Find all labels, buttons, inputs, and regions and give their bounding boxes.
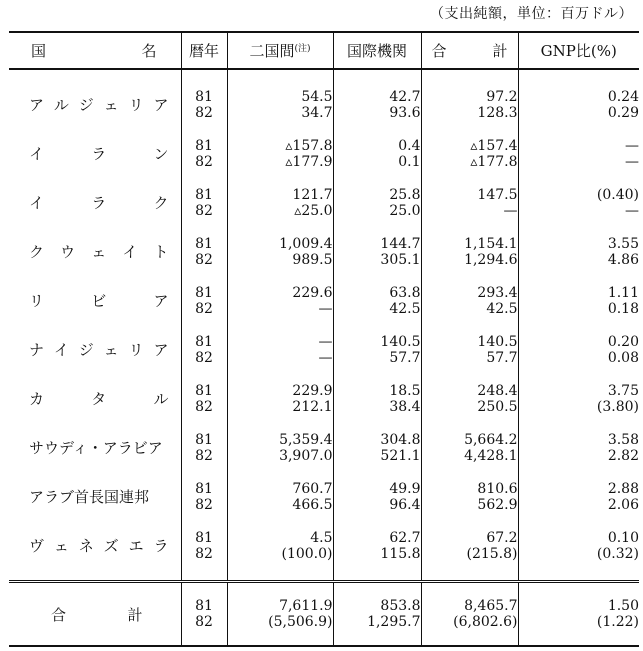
year-cell-value: 81 [195,137,213,154]
bilateral-cell [227,521,333,570]
country-name-char: ェ [53,537,69,555]
gnp-cell-value: 0.20 [607,333,639,350]
total-cell-value: 248.4 [477,382,518,399]
international-cell-value: 140.5 [380,333,421,350]
total-cell-value: (215.8) [466,545,518,562]
year-cell [181,325,227,374]
country-name-char: ネ [78,537,94,555]
year-cell-value: 81 [195,284,213,301]
bilateral-cell-value: 760.7 [292,480,333,497]
bilateral-cell-value: — [318,333,333,350]
country-name-char: リ [29,292,45,310]
gnp-cell-value: 1.11 [607,284,639,301]
country-name-char: ト [153,243,169,261]
country-name-char: イ [29,194,45,212]
gnp-cell [518,80,639,129]
total-cell-value: 67.2 [486,529,518,546]
gnp-cell-value: 1.50 [607,598,639,614]
year-cell [181,374,227,423]
country-name-char: ラ [91,145,107,163]
country-header-char: 名 [141,42,157,60]
table-row [9,472,639,521]
total-cell-value: (6,802.6) [453,614,518,630]
international-cell-value: 305.1 [380,251,421,268]
total-cell-value: 140.5 [477,333,518,350]
country-name-char: ビ [91,292,107,310]
international-cell-value: 521.1 [380,447,421,464]
bilateral-header [227,32,333,69]
gnp-cell-value: 3.75 [607,382,639,399]
year-cell-value: 81 [195,598,213,614]
gnp-cell-value: 4.86 [607,251,639,268]
international-cell-value: 93.6 [389,104,421,121]
country-name [9,374,181,423]
total-cell [421,276,518,325]
gnp-cell-value: 0.18 [607,300,639,317]
year-cell [181,178,227,227]
year-cell [181,80,227,129]
country-name-char: ェ [103,96,119,114]
country-name [9,521,181,570]
international-cell-value: 25.0 [389,202,421,219]
country-header [9,32,181,69]
year-cell-value: 82 [195,614,213,630]
international-cell-value: 49.9 [389,480,421,497]
country-name-char: ル [53,96,69,114]
year-cell [181,582,227,647]
gnp-cell-value: 3.55 [607,235,639,252]
bilateral-cell-value: 54.5 [301,88,333,105]
bilateral-cell-value: 3,907.0 [279,447,333,464]
table-row [9,521,639,570]
country-name-char: ウ [60,243,76,261]
year-cell-value: 81 [195,529,213,546]
year-cell-value: 82 [195,349,213,366]
country-name-char: ア [153,96,169,114]
gnp-cell-value: 2.06 [607,496,639,513]
year-cell-value: 81 [195,480,213,497]
international-cell [333,325,421,374]
gnp-cell-value: 0.29 [607,104,639,121]
international-cell [333,178,421,227]
total-cell-value: — [503,202,518,219]
table-row [9,80,639,129]
bilateral-cell-value: 1,009.4 [279,235,333,252]
year-cell [181,129,227,178]
year-cell-value: 82 [195,202,213,219]
international-cell-value: 853.8 [380,598,421,614]
total-cell [421,582,518,647]
gnp-header: GNP比(%) [518,32,639,69]
gnp-cell-value: (0.32) [596,545,639,562]
total-cell [421,374,518,423]
country-name-char: ン [153,145,169,163]
table-row [9,325,639,374]
year-header: 暦年 [181,32,227,69]
country-name-char: サウディ・アラビア [29,439,163,457]
gnp-cell [518,582,639,647]
gnp-cell-value: — [625,202,639,219]
bilateral-cell [227,276,333,325]
total-row [9,582,639,647]
total-cell-value: 1,154.1 [464,235,518,252]
total-header-char: 計 [492,42,508,60]
bilateral-cell-value: 4.5 [310,529,333,546]
gnp-cell-value: (3.80) [596,398,639,415]
international-cell [333,472,421,521]
gnp-cell [518,178,639,227]
international-cell-value: 115.8 [380,545,421,562]
bilateral-cell-value: (100.0) [281,545,333,562]
gnp-cell [518,129,639,178]
year-cell-value: 81 [195,186,213,203]
total-row-label-char: 合 [51,605,67,624]
international-cell-value: 63.8 [389,284,421,301]
bilateral-cell [227,325,333,374]
country-name [9,227,181,276]
table-row [9,276,639,325]
total-cell [421,227,518,276]
total-cell-value: 4,428.1 [464,447,518,464]
international-cell-value: 25.8 [389,186,421,203]
total-cell-value: 97.2 [486,88,518,105]
international-cell-value: 42.7 [389,88,421,105]
country-name-char: ェ [91,243,107,261]
country-name [9,472,181,521]
country-name-char: ル [153,390,169,408]
international-header: 国際機関 [333,32,421,69]
bilateral-cell-value: 5,359.4 [279,431,333,448]
gnp-cell-value: (1.22) [596,614,639,630]
international-cell-value: 304.8 [380,431,421,448]
country-name-char: イ [53,341,69,359]
country-name-char: ラ [91,194,107,212]
total-cell [421,325,518,374]
gnp-cell [518,472,639,521]
year-cell [181,423,227,472]
gnp-cell-value: — [625,153,639,170]
country-name-char: ジ [78,341,94,359]
international-cell-value: 96.4 [389,496,421,513]
total-header-char: 合 [431,42,447,60]
table-row [9,423,639,472]
total-row-label [9,582,181,647]
year-cell-value: 82 [195,496,213,513]
year-cell-value: 82 [195,398,213,415]
bilateral-cell-value: 989.5 [292,251,333,268]
bilateral-cell [227,582,333,647]
unit-note: （支出純額，単位：百万ドル） [430,6,633,22]
country-name [9,178,181,227]
year-cell [181,521,227,570]
bilateral-cell [227,374,333,423]
country-name-char: ヴ [29,537,45,555]
bilateral-cell-value: 466.5 [292,496,333,513]
gnp-cell [518,325,639,374]
international-cell-value: 38.4 [389,398,421,415]
country-name-char: リ [128,341,144,359]
gnp-cell-value: 0.24 [607,88,639,105]
gnp-cell [518,423,639,472]
table-row [9,374,639,423]
total-cell [421,521,518,570]
international-cell [333,276,421,325]
total-cell-value: 5,664.2 [464,431,518,448]
international-cell-value: 0.4 [398,137,421,154]
total-header [421,32,518,69]
bilateral-cell-value: — [318,349,333,366]
country-name-char: イ [29,145,45,163]
total-row-label-char: 計 [127,605,143,624]
country-name-char: ア [29,96,45,114]
country-name [9,276,181,325]
country-name-char: ア [153,341,169,359]
international-cell-value: 144.7 [380,235,421,252]
bilateral-cell-value: 229.9 [292,382,333,399]
international-cell-value: 0.1 [398,153,421,170]
total-cell-value: 128.3 [477,104,518,121]
international-cell [333,521,421,570]
total-cell [421,472,518,521]
country-name-char: ナ [29,341,45,359]
country-name [9,80,181,129]
international-cell-value: 18.5 [389,382,421,399]
total-cell-value: 8,465.7 [464,598,518,614]
bilateral-cell [227,227,333,276]
aid-table [9,31,639,647]
international-cell-value: 57.7 [389,349,421,366]
year-cell-value: 81 [195,382,213,399]
year-cell-value: 82 [195,251,213,268]
bilateral-note-marker: (注) [294,44,311,54]
year-cell [181,472,227,521]
bilateral-cell-value: 121.7 [292,186,333,203]
year-cell-value: 82 [195,153,213,170]
total-cell-value: 810.6 [477,480,518,497]
total-cell [421,178,518,227]
total-cell [421,80,518,129]
year-cell-value: 82 [195,104,213,121]
bilateral-cell-value: (5,506.9) [268,614,333,630]
year-cell-value: 82 [195,300,213,317]
gnp-cell-value: (0.40) [596,186,639,203]
country-name-char: タ [91,390,107,408]
bilateral-cell-value: 229.6 [292,284,333,301]
bilateral-cell-value: ▵25.0 [294,202,333,219]
year-cell [181,276,227,325]
year-cell [181,227,227,276]
bilateral-cell [227,80,333,129]
table-row [9,129,639,178]
international-cell [333,423,421,472]
country-name-char: アラブ首長国連邦 [29,488,150,506]
gnp-cell [518,521,639,570]
international-cell [333,582,421,647]
international-cell [333,80,421,129]
table-row [9,227,639,276]
country-name-char: ク [153,194,169,212]
international-cell-value: 62.7 [389,529,421,546]
gnp-cell-value: 2.82 [607,447,639,464]
year-cell-value: 82 [195,545,213,562]
year-cell-value: 81 [195,235,213,252]
gnp-cell-value: 2.88 [607,480,639,497]
country-name-char: イ [122,243,138,261]
bilateral-cell-value: 34.7 [301,104,333,121]
country-name [9,129,181,178]
bilateral-header-label: 二国間 [249,42,295,60]
bilateral-cell [227,178,333,227]
gnp-cell [518,227,639,276]
year-cell-value: 82 [195,447,213,464]
total-cell-value: ▵157.4 [470,137,518,154]
international-cell [333,129,421,178]
table-row [9,178,639,227]
header-row [9,32,639,69]
bilateral-cell [227,129,333,178]
country-name-char: ジ [78,96,94,114]
total-cell-value: 1,294.6 [464,251,518,268]
bilateral-cell [227,423,333,472]
bilateral-cell-value: 7,611.9 [279,598,333,614]
country-name-char: エ [128,537,144,555]
bilateral-cell-value: — [318,300,333,317]
country-name-char: ク [29,243,45,261]
bilateral-cell-value: ▵177.9 [285,153,333,170]
international-cell-value: 42.5 [389,300,421,317]
total-cell-value: 147.5 [477,186,518,203]
country-name [9,423,181,472]
gnp-cell-value: 3.58 [607,431,639,448]
country-name-char: カ [29,390,45,408]
country-name-char: ズ [103,537,119,555]
country-name [9,325,181,374]
total-cell-value: 562.9 [477,496,518,513]
country-header-char: 国 [31,42,47,60]
country-name-char: ェ [103,341,119,359]
gnp-cell [518,276,639,325]
international-cell-value: 1,295.7 [367,614,421,630]
country-name-char: ア [153,292,169,310]
year-cell-value: 81 [195,88,213,105]
gnp-cell-value: — [625,137,639,154]
gnp-cell-value: 0.08 [607,349,639,366]
gnp-cell [518,374,639,423]
gnp-cell-value: 0.10 [607,529,639,546]
year-cell-value: 81 [195,431,213,448]
international-cell [333,374,421,423]
total-cell-value: 250.5 [477,398,518,415]
country-name-char: ラ [153,537,169,555]
bilateral-cell [227,472,333,521]
bilateral-cell-value: 212.1 [292,398,333,415]
total-cell-value: ▵177.8 [470,153,518,170]
total-cell-value: 293.4 [477,284,518,301]
country-name-char: リ [128,96,144,114]
total-cell-value: 57.7 [486,349,518,366]
year-cell-value: 81 [195,333,213,350]
international-cell [333,227,421,276]
total-cell-value: 42.5 [486,300,518,317]
total-cell [421,129,518,178]
bilateral-cell-value: ▵157.8 [285,137,333,154]
total-cell [421,423,518,472]
